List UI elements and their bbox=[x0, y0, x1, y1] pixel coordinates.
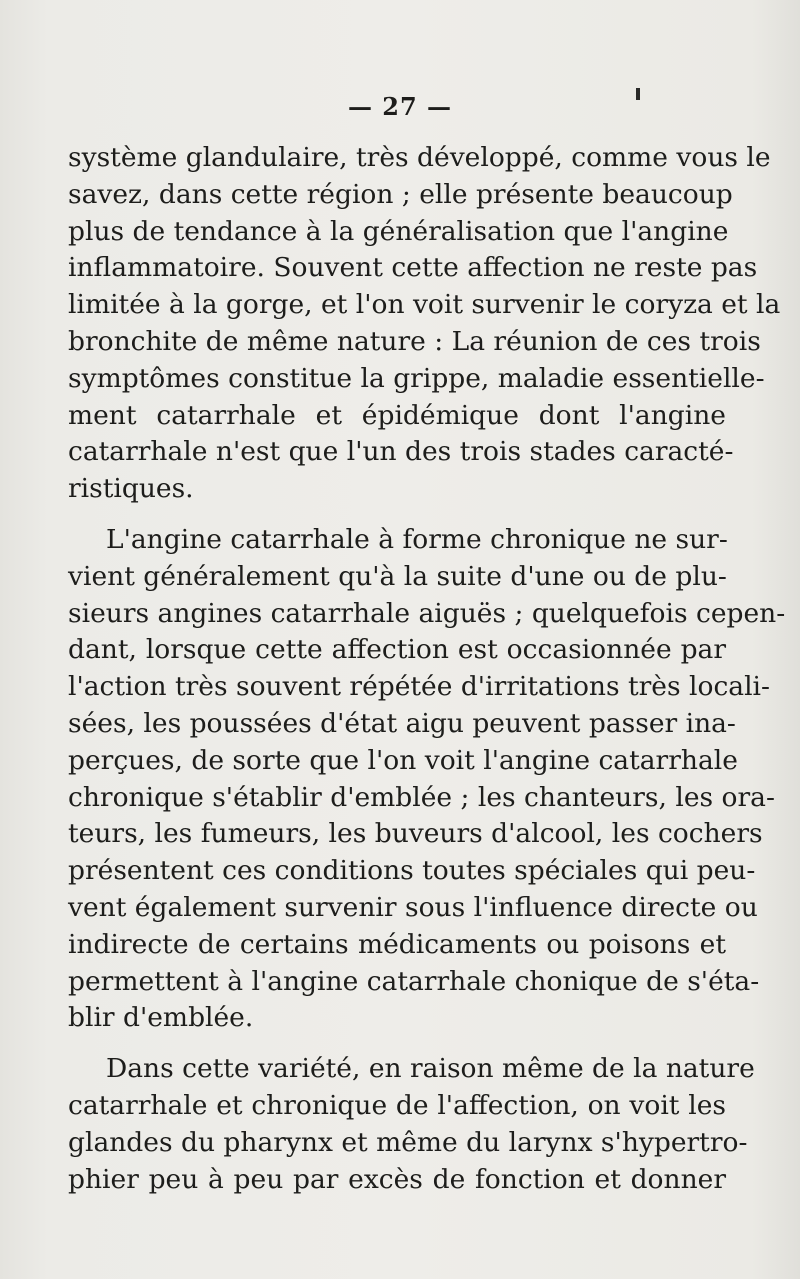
text-line: symptômes constitue la grippe, maladie essentielle- bbox=[68, 362, 765, 394]
text-line: phier peu à peu par excès de fonction et donner bbox=[68, 1163, 726, 1195]
text-line: dant, lorsque cette affection est occasionnée par bbox=[68, 634, 726, 666]
text-line: glandes du pharynx et même du larynx s'hypertro- bbox=[68, 1126, 748, 1158]
text-line: système glandulaire, très développé, comme vous le bbox=[68, 142, 771, 173]
text-line: limitée à la gorge, et l'on voit survenir le coryza et la bbox=[68, 289, 781, 321]
text-line: indirecte de certains médicaments ou poisons et bbox=[68, 928, 726, 960]
ink-mark bbox=[636, 88, 640, 100]
text-line: ment catarrhale et épidémique dont l'angine bbox=[68, 399, 726, 431]
text-line: sieurs angines catarrhale aiguës ; quelquefois cepen- bbox=[68, 597, 786, 629]
text-line: bronchite de même nature : La réunion de ces trois bbox=[68, 325, 761, 357]
page-number: — 27 — bbox=[347, 92, 453, 121]
body-text bbox=[68, 140, 786, 1212]
text-line: blir d'emblée. bbox=[68, 1002, 254, 1034]
paragraph bbox=[68, 522, 786, 1037]
text-line: vient généralement qu'à la suite d'une ou de plu- bbox=[68, 560, 727, 592]
text-line: vent également survenir sous l'influence directe ou bbox=[68, 891, 758, 923]
text-line: inflammatoire. Souvent cette affection ne reste pas bbox=[68, 252, 758, 284]
text-line: plus de tendance à la généralisation que l'angine bbox=[68, 215, 729, 247]
text-line: catarrhale et chronique de l'affection, on voit les bbox=[68, 1089, 726, 1121]
text-line: présentent ces conditions toutes spéciales qui peu- bbox=[68, 855, 756, 887]
text-line: ristiques. bbox=[68, 473, 194, 505]
text-line: L'angine catarrhale à forme chronique ne sur- bbox=[106, 523, 728, 555]
paragraph bbox=[68, 1051, 755, 1198]
text-line: perçues, de sorte que l'on voit l'angine catarrhale bbox=[68, 744, 738, 776]
text-line: permettent à l'angine catarrhale chonique de s'éta- bbox=[68, 965, 760, 997]
text-line: Dans cette variété, en raison même de la nature bbox=[106, 1053, 755, 1085]
text-line: catarrhale n'est que l'un des trois stades caracté- bbox=[68, 436, 734, 468]
text-line: chronique s'établir d'emblée ; les chanteurs, les ora- bbox=[68, 781, 775, 813]
text-line: l'action très souvent répétée d'irritations très locali- bbox=[68, 671, 770, 703]
text-line: savez, dans cette région ; elle présente beaucoup bbox=[68, 178, 733, 210]
paragraph bbox=[68, 140, 781, 508]
text-line: teurs, les fumeurs, les buveurs d'alcool, les cochers bbox=[68, 818, 763, 850]
text-line: sées, les poussées d'état aigu peuvent passer ina- bbox=[68, 707, 736, 739]
